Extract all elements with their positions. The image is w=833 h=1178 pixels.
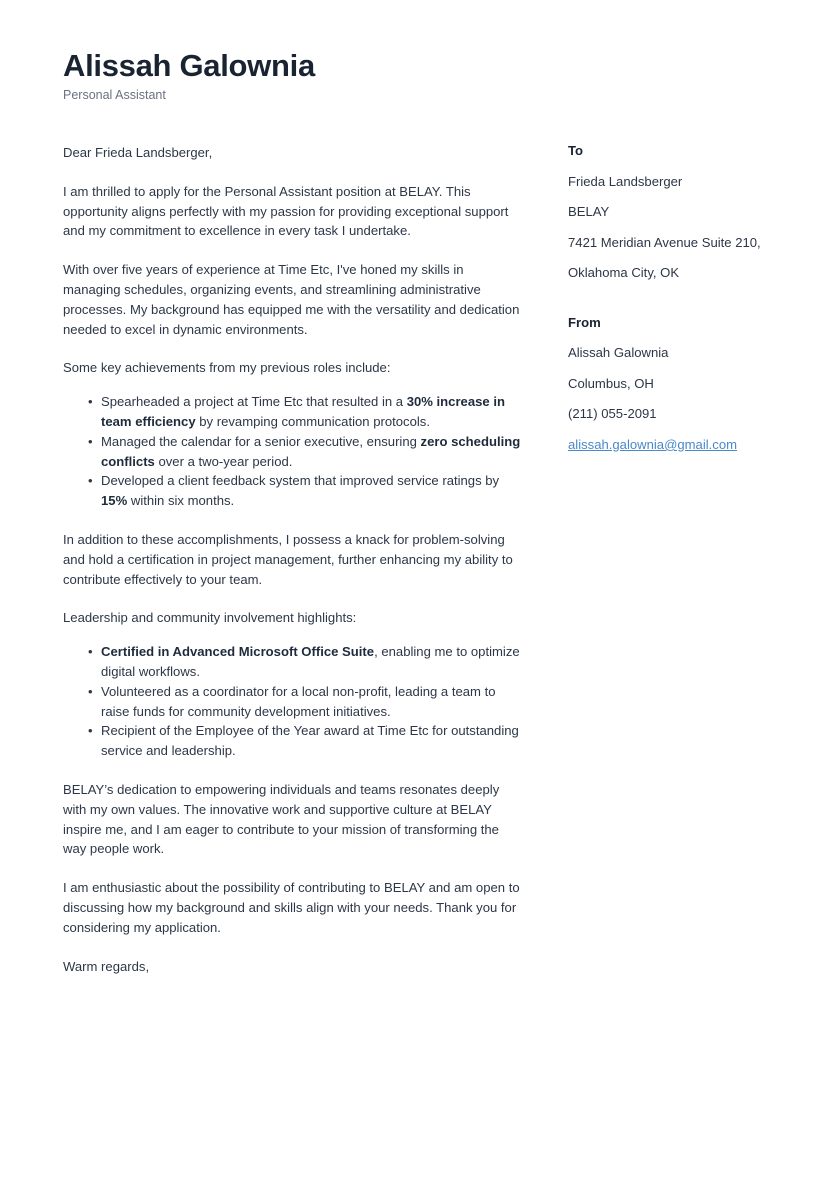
list-item	[88, 392, 523, 432]
closing-signoff: Warm regards,	[63, 958, 150, 974]
letter-columns	[0, 143, 833, 995]
bullet-text-bold: 15%	[101, 493, 128, 509]
to-heading: To	[568, 143, 584, 158]
bullet-text-post: over a two-year period.	[154, 453, 293, 469]
salutation: Dear Frieda Landsberger,	[63, 145, 213, 160]
applicant-name: Alissah Galownia	[63, 48, 315, 83]
bullet-text-pre: Spearheaded a project at Time Etc that resulted in a	[101, 394, 407, 410]
list-item	[88, 682, 523, 722]
recipient-address-line-2: Oklahoma City, OK	[568, 265, 680, 281]
bullet-text-post: by revamping communication protocols.	[195, 413, 430, 429]
bullet-text-bold: 30% increase in team efficiency	[101, 394, 505, 429]
bullet-text-bold: zero scheduling conflicts	[101, 433, 521, 469]
paragraph-closing-statement: I am enthusiastic about the possibility of contributing to BELAY and am open to discussing how my background and skills align with your needs. Thank you for considering my application.	[63, 880, 520, 935]
recipient-company: BELAY	[568, 204, 610, 220]
bullet-text-pre: Recipient of the Employee of the Year award at Time Etc for outstanding service and leadership.	[101, 723, 519, 759]
paragraph-intro: I am thrilled to apply for the Personal Assistant position at BELAY. This opportunity aligns perfectly with my passion for providing exceptional support and my commitment to excellence in every task I undertake.	[63, 183, 509, 239]
letter-header	[63, 49, 763, 103]
bullet-text-pre: Managed the calendar for a senior executive, ensuring	[101, 433, 421, 449]
applicant-role: Personal Assistant	[63, 88, 166, 103]
to-block	[568, 143, 773, 283]
letter-body	[63, 143, 523, 995]
list-item	[88, 721, 523, 761]
bullet-text-post: within six months.	[127, 493, 235, 509]
leadership-list	[63, 642, 523, 761]
achievements-list	[63, 392, 523, 511]
bullet-text-pre: Volunteered as a coordinator for a local non-profit, leading a team to raise funds for community development initiatives.	[101, 683, 496, 719]
list-item	[88, 471, 523, 511]
bullet-text-pre: Developed a client feedback system that improved service ratings by	[101, 473, 500, 489]
paragraph-experience: With over five years of experience at Time Etc, I've honed my skills in managing schedules, organizing events, and streamlining administrative processes. My background has equipped me with the versatility and dedication needed to excel in dynamic environments.	[63, 262, 520, 337]
recipient-address-line-1: 7421 Meridian Avenue Suite 210,	[568, 234, 761, 250]
bullet-text-post: , enabling me to optimize digital workflows.	[101, 644, 520, 679]
sender-location: Columbus, OH	[568, 375, 654, 391]
from-block	[568, 315, 773, 455]
recipient-name: Frieda Landsberger	[568, 173, 683, 189]
contact-sidebar	[568, 143, 773, 480]
paragraph-culture: BELAY’s dedication to empowering individuals and teams resonates deeply with my own values. The innovative work and supportive culture at BELAY inspire me, and I am eager to contribute to your mission of transforming the way people work.	[63, 781, 500, 857]
bullet-text-bold: Certified in Advanced Microsoft Office Suite	[101, 644, 375, 660]
list-item	[88, 642, 523, 682]
sender-phone: (211) 055-2091	[568, 406, 657, 422]
leadership-intro: Leadership and community involvement highlights:	[63, 610, 357, 626]
sender-name: Alissah Galownia	[568, 345, 669, 361]
paragraph-additional: In addition to these accomplishments, I possess a knack for problem-solving and hold a certification in project management, further enhancing my ability to contribute effectively to your team.	[63, 531, 513, 587]
achievements-intro: Some key achievements from my previous roles include:	[63, 360, 391, 376]
from-heading: From	[568, 314, 601, 330]
sender-email-link[interactable]: alissah.galownia@gmail.com	[568, 436, 738, 452]
list-item	[88, 432, 523, 472]
